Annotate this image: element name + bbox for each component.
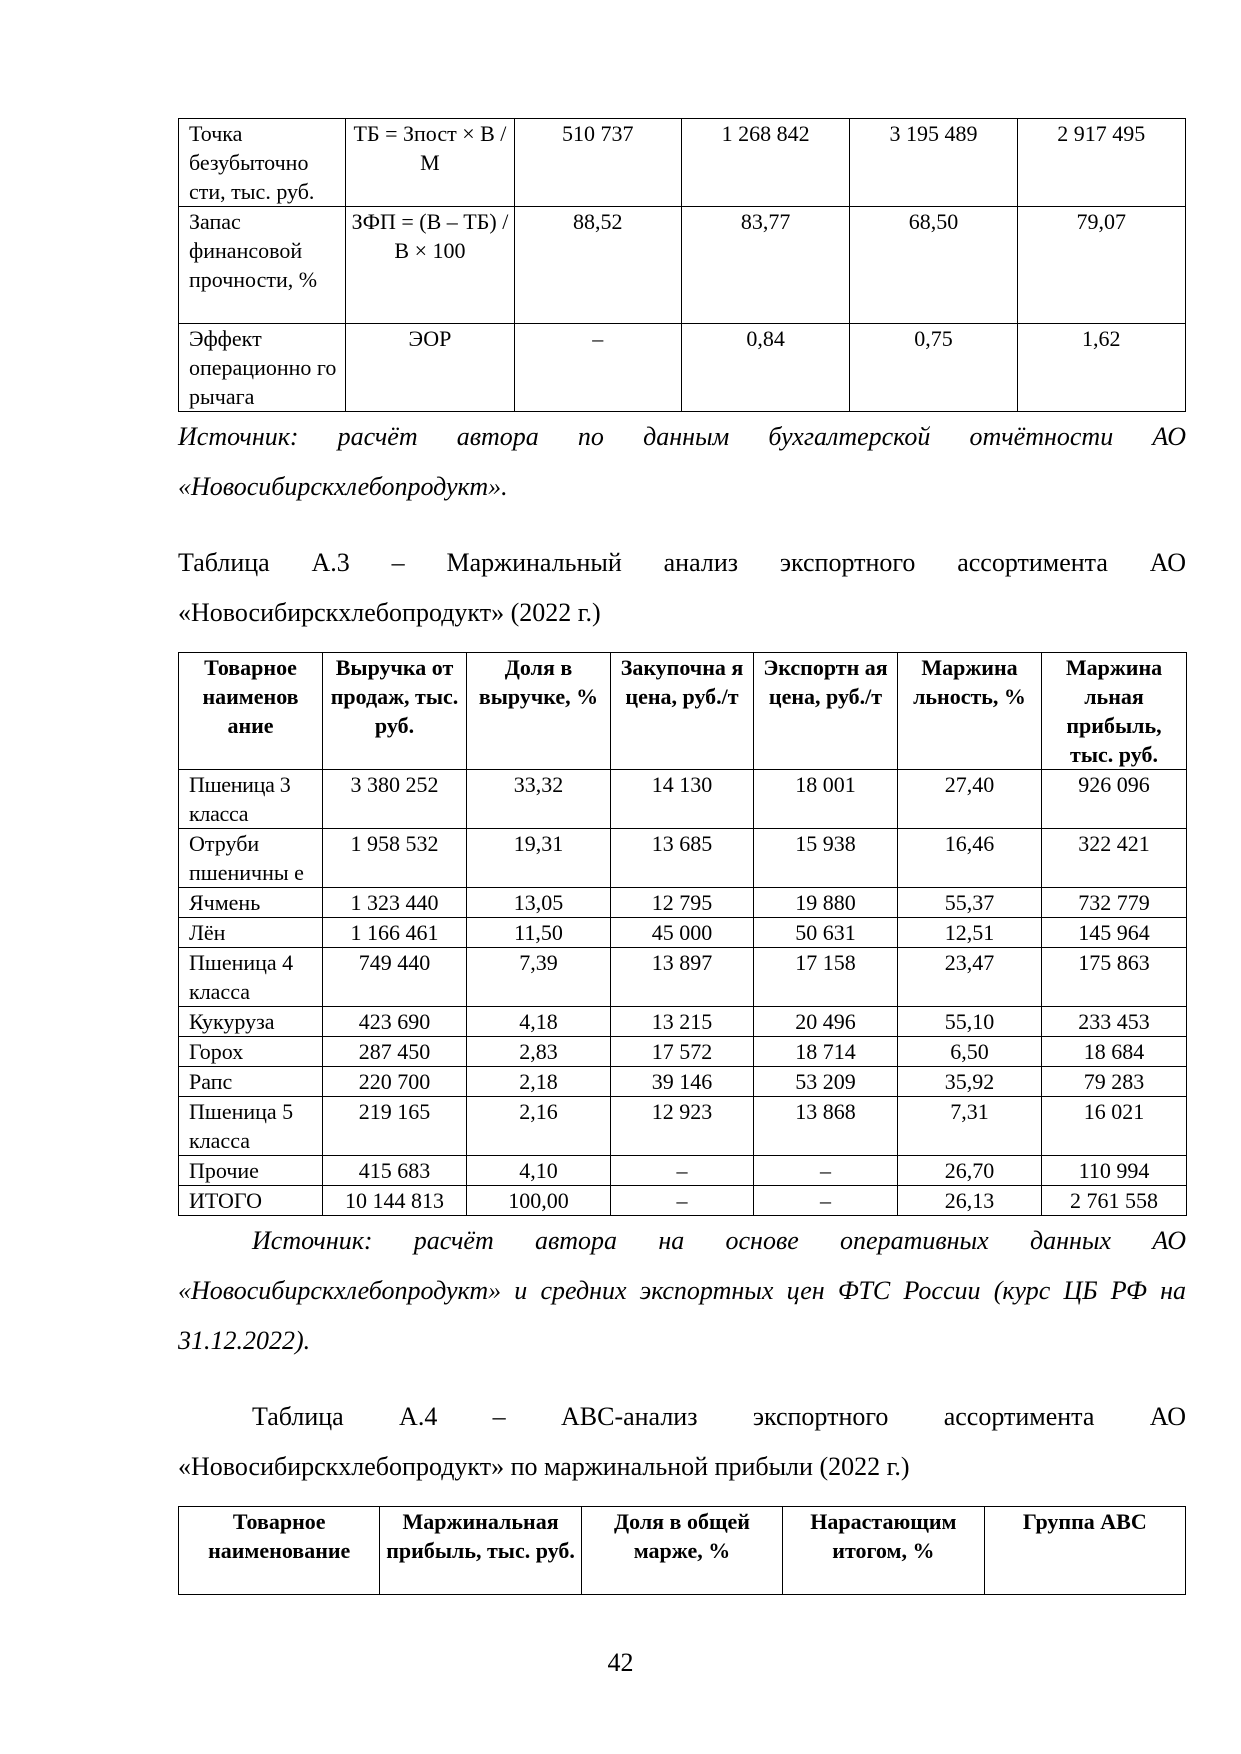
- cell-value: 55,37: [898, 888, 1042, 918]
- column-header: Маржина льная прибыль, тыс. руб.: [1042, 653, 1187, 770]
- cell-value: 1 958 532: [323, 829, 467, 888]
- table-row: [179, 888, 1187, 918]
- cell-value: 287 450: [323, 1037, 467, 1067]
- cell-value: 145 964: [1042, 918, 1187, 948]
- cell-value: 12,51: [898, 918, 1042, 948]
- row-name: ИТОГО: [179, 1186, 323, 1216]
- cell-value: 2 917 495: [1017, 119, 1185, 207]
- column-header: Группа ABC: [984, 1507, 1185, 1595]
- cell-value: 13 685: [611, 829, 754, 888]
- cell-value: –: [611, 1186, 754, 1216]
- column-header: Нарастающим итогом, %: [783, 1507, 984, 1595]
- cell-value: 0,75: [850, 324, 1017, 412]
- row-name: Эффект операционно го рычага: [179, 324, 346, 412]
- row-name: Отруби пшеничны е: [179, 829, 323, 888]
- cell-value: 13 215: [611, 1007, 754, 1037]
- cell-value: 233 453: [1042, 1007, 1187, 1037]
- table-a3-source-note: Источник: расчёт автора на основе оперативных данных АО «Новосибирскхлебопродукт» и средних экспортных цен ФТС России (курс ЦБ РФ на 31.12.2022).: [178, 1226, 1186, 1355]
- cell-value: 17 572: [611, 1037, 754, 1067]
- table-row: [179, 119, 1186, 207]
- cell-value: 83,77: [681, 207, 849, 324]
- column-header: Экспортн ая цена, руб./т: [754, 653, 898, 770]
- row-name: Точка безубыточно сти, тыс. руб.: [179, 119, 346, 207]
- cell-value: –: [754, 1186, 898, 1216]
- cell-value: 7,39: [467, 948, 611, 1007]
- cell-value: 55,10: [898, 1007, 1042, 1037]
- row-name: Рапс: [179, 1067, 323, 1097]
- cell-value: –: [611, 1156, 754, 1186]
- cell-value: 322 421: [1042, 829, 1187, 888]
- cell-value: 88,52: [514, 207, 681, 324]
- row-name: Ячмень: [179, 888, 323, 918]
- cell-value: 20 496: [754, 1007, 898, 1037]
- column-header: Доля в общей марже, %: [581, 1507, 782, 1595]
- cell-value: 10 144 813: [323, 1186, 467, 1216]
- cell-value: 415 683: [323, 1156, 467, 1186]
- table-row: [179, 770, 1187, 829]
- table-header-row: [179, 653, 1187, 770]
- cell-value: 0,84: [681, 324, 849, 412]
- cell-value: 12 795: [611, 888, 754, 918]
- table-row: [179, 1156, 1187, 1186]
- cell-value: 35,92: [898, 1067, 1042, 1097]
- column-header: Маржина льность, %: [898, 653, 1042, 770]
- cell-value: 79 283: [1042, 1067, 1187, 1097]
- cell-value: 11,50: [467, 918, 611, 948]
- cell-value: 53 209: [754, 1067, 898, 1097]
- row-name: Кукуруза: [179, 1007, 323, 1037]
- cell-value: 13 868: [754, 1097, 898, 1156]
- row-formula: ТБ = Зпост × В / М: [346, 119, 514, 207]
- cell-value: 79,07: [1017, 207, 1185, 324]
- cell-value: 220 700: [323, 1067, 467, 1097]
- row-formula: ЭОР: [346, 324, 514, 412]
- row-name: Горох: [179, 1037, 323, 1067]
- cell-value: 26,70: [898, 1156, 1042, 1186]
- cell-value: 23,47: [898, 948, 1042, 1007]
- row-name: Пшеница 5 класса: [179, 1097, 323, 1156]
- cell-value: 19,31: [467, 829, 611, 888]
- document-page: [178, 118, 1186, 1595]
- cell-value: 100,00: [467, 1186, 611, 1216]
- cell-value: 14 130: [611, 770, 754, 829]
- table-row: [179, 1007, 1187, 1037]
- cell-value: 1 323 440: [323, 888, 467, 918]
- cell-value: 1 166 461: [323, 918, 467, 948]
- cell-value: 13,05: [467, 888, 611, 918]
- row-name: Прочие: [179, 1156, 323, 1186]
- column-header: Закупочна я цена, руб./т: [611, 653, 754, 770]
- cell-value: 33,32: [467, 770, 611, 829]
- table-row: [179, 207, 1186, 324]
- cell-value: 110 994: [1042, 1156, 1187, 1186]
- cell-value: 2,16: [467, 1097, 611, 1156]
- cell-value: 16 021: [1042, 1097, 1187, 1156]
- cell-value: 68,50: [850, 207, 1017, 324]
- table-a3: [178, 652, 1187, 1216]
- cell-value: 3 380 252: [323, 770, 467, 829]
- cell-value: 1,62: [1017, 324, 1185, 412]
- cell-value: 26,13: [898, 1186, 1042, 1216]
- cell-value: 7,31: [898, 1097, 1042, 1156]
- row-name: Пшеница 4 класса: [179, 948, 323, 1007]
- table-a3-body: [179, 770, 1187, 1216]
- cell-value: 12 923: [611, 1097, 754, 1156]
- table-a4-caption: Таблица А.4 – ABC-анализ экспортного ассортимента АО «Новосибирскхлебопродукт» по маржинальной прибыли (2022 г.): [178, 1402, 1186, 1481]
- table-a3-caption: Таблица А.3 – Маржинальный анализ экспортного ассортимента АО «Новосибирскхлебопродукт» (2022 г.): [178, 548, 1186, 627]
- cell-value: 6,50: [898, 1037, 1042, 1067]
- cell-value: 1 268 842: [681, 119, 849, 207]
- cell-value: 423 690: [323, 1007, 467, 1037]
- cell-value: 749 440: [323, 948, 467, 1007]
- cell-value: 4,18: [467, 1007, 611, 1037]
- cell-value: 50 631: [754, 918, 898, 948]
- cell-value: 2,83: [467, 1037, 611, 1067]
- row-name: Пшеница 3 класса: [179, 770, 323, 829]
- table-row: [179, 948, 1187, 1007]
- cell-value: 2,18: [467, 1067, 611, 1097]
- cell-value: 15 938: [754, 829, 898, 888]
- table-header-row: [179, 1507, 1186, 1595]
- cell-value: 27,40: [898, 770, 1042, 829]
- cell-value: 732 779: [1042, 888, 1187, 918]
- cell-value: 926 096: [1042, 770, 1187, 829]
- cell-value: 219 165: [323, 1097, 467, 1156]
- cell-value: 45 000: [611, 918, 754, 948]
- column-header: Товарное наименов ание: [179, 653, 323, 770]
- table-row: [179, 1186, 1187, 1216]
- cell-value: 39 146: [611, 1067, 754, 1097]
- cell-value: –: [754, 1156, 898, 1186]
- table-row: [179, 918, 1187, 948]
- table-a2-continuation: [178, 118, 1186, 412]
- row-formula: ЗФП = (В – ТБ) / В × 100: [346, 207, 514, 324]
- column-header: Доля в выручке, %: [467, 653, 611, 770]
- cell-value: 18 714: [754, 1037, 898, 1067]
- table-row: [179, 1067, 1187, 1097]
- column-header: Выручка от продаж, тыс. руб.: [323, 653, 467, 770]
- page-number: 42: [607, 1648, 634, 1677]
- cell-value: 13 897: [611, 948, 754, 1007]
- table-row: [179, 829, 1187, 888]
- table-a2-source-note: Источник: расчёт автора по данным бухгалтерской отчётности АО «Новосибирскхлебопродукт».: [178, 422, 1186, 501]
- cell-value: –: [514, 324, 681, 412]
- cell-value: 16,46: [898, 829, 1042, 888]
- cell-value: 175 863: [1042, 948, 1187, 1007]
- cell-value: 19 880: [754, 888, 898, 918]
- cell-value: 18 001: [754, 770, 898, 829]
- table-row: [179, 324, 1186, 412]
- table-row: [179, 1097, 1187, 1156]
- cell-value: 18 684: [1042, 1037, 1187, 1067]
- cell-value: 510 737: [514, 119, 681, 207]
- cell-value: 4,10: [467, 1156, 611, 1186]
- column-header: Товарное наименование: [179, 1507, 380, 1595]
- row-name: Запас финансовой прочности, %: [179, 207, 346, 324]
- cell-value: 3 195 489: [850, 119, 1017, 207]
- row-name: Лён: [179, 918, 323, 948]
- cell-value: 17 158: [754, 948, 898, 1007]
- table-a4: [178, 1506, 1186, 1595]
- table-row: [179, 1037, 1187, 1067]
- cell-value: 2 761 558: [1042, 1186, 1187, 1216]
- column-header: Маржинальная прибыль, тыс. руб.: [380, 1507, 581, 1595]
